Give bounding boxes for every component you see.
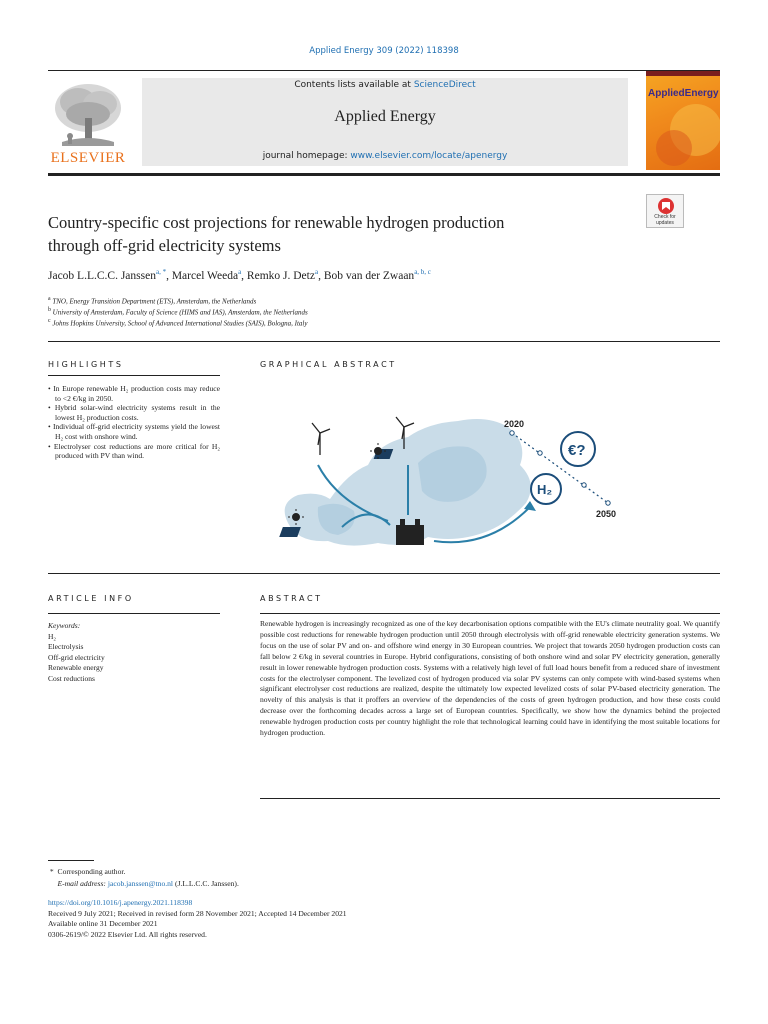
contents-prefix: Contents lists available at bbox=[294, 80, 414, 90]
author-superscript[interactable]: a, b, c bbox=[414, 268, 431, 276]
email-link[interactable]: jacob.janssen@tno.nl bbox=[107, 879, 174, 888]
keyword-item: Cost reductions bbox=[48, 673, 95, 683]
keywords-label: Keywords: bbox=[48, 621, 81, 630]
email-suffix: (J.L.L.C.C. Janssen). bbox=[173, 879, 239, 888]
corresponding-text: Corresponding author. bbox=[57, 867, 126, 876]
doi-link[interactable]: https://doi.org/10.1016/j.apenergy.2021.118398 bbox=[48, 898, 193, 907]
homepage-prefix: journal homepage: bbox=[262, 151, 351, 161]
author-name[interactable]: Remko J. Detz bbox=[246, 269, 315, 282]
author-superscript[interactable]: a bbox=[314, 268, 319, 276]
email-label: E-mail address: bbox=[57, 879, 108, 888]
affiliation-b bbox=[48, 307, 308, 316]
header-rule bbox=[48, 173, 720, 176]
highlight-item: • Individual off-grid electricity systems yield the lowest H₂ cost with onshore wind. bbox=[48, 422, 220, 441]
sciencedirect-link[interactable]: ScienceDirect bbox=[413, 80, 476, 90]
keyword-item: H₂ bbox=[48, 631, 57, 641]
affiliation-mark: c bbox=[48, 318, 51, 324]
article-info-rule bbox=[48, 613, 220, 614]
section-rule bbox=[48, 341, 720, 342]
journal-cover-image bbox=[646, 70, 720, 170]
highlight-item: • Electrolyser cost reductions are more critical for H₂ produced with PV than wind. bbox=[48, 442, 220, 461]
journal-title: Applied Energy bbox=[334, 108, 436, 125]
footnote-rule bbox=[48, 860, 94, 861]
author-name[interactable]: Marcel Weeda bbox=[171, 269, 239, 282]
author-name[interactable]: Bob van der Zwaan bbox=[323, 269, 415, 282]
author-superscript[interactable]: a bbox=[238, 268, 242, 276]
footnotes bbox=[48, 866, 239, 890]
header-top-rule bbox=[48, 70, 720, 71]
highlights-heading: HIGHLIGHTS bbox=[48, 360, 124, 369]
affiliation-text: TNO, Energy Transition Department (ETS), Amsterdam, the Netherlands bbox=[52, 297, 257, 306]
graphical-abstract-heading: GRAPHICAL ABSTRACT bbox=[260, 360, 397, 369]
abstract-text: Renewable hydrogen is increasingly recognized as one of the key decarbonisation options compatible with the EU's climate neutrality goal. We quantify possible cost reductions for renewable hydrogen production until 2050 through electrolysis with off-grid renewable electricity generation systems. We focus on the use of solar PV and on- and offshore wind energy in 30 European countries. We project that towards 2050 hydrogen production costs can fall below 2 €/kg in several countries in Europe. Hybrid configurations, consisting of both onshore wind and solar PV electricity generation, generally result in lower renewable hydrogen production costs. Systems with a relatively high level of full load hours benefit from a reduced share of investment costs for the electrolyser component. The levelized cost of hydrogen produced via solar PV systems can only compete with wind-based systems when significant electrolyser cost reductions are realized, despite the ultimately low expected levelized costs of solar PV-based electricity generation. The novelty of this analysis is that it proffers an overview of the dependencies of the costs of green hydrogen production, and how these costs could decrease over the forthcoming decades across a large set of European countries. Specifically, we show how the dynamics behind the projected renewable hydrogen production costs per country highlight the role that technological learning could have in identifying the most suitable locations for hydrogen production. bbox=[260, 619, 720, 738]
available-online: Available online 31 December 2021 bbox=[48, 919, 158, 929]
affiliation-text: Johns Hopkins University, School of Advanced International Studies (SAIS), Bologna, Italy bbox=[52, 319, 308, 328]
author-name[interactable]: Jacob L.L.C.C. Janssen bbox=[48, 269, 156, 282]
label-2050: 2050 bbox=[596, 509, 617, 519]
article-title-line-1: Country-specific cost projections for renewable hydrogen production bbox=[48, 213, 505, 232]
keywords-block bbox=[48, 621, 105, 685]
cover-title: AppliedEnergy bbox=[648, 88, 719, 99]
section-rule bbox=[48, 573, 720, 574]
label-2020: 2020 bbox=[504, 419, 525, 429]
abstract-heading: ABSTRACT bbox=[260, 594, 323, 603]
affiliation-text: University of Amsterdam, Faculty of Science (HIMS and IAS), Amsterdam, the Netherlands bbox=[52, 308, 308, 317]
corresponding-author-note bbox=[48, 866, 239, 878]
article-title bbox=[48, 211, 618, 257]
article-info-heading: ARTICLE INFO bbox=[48, 594, 134, 603]
journal-reference[interactable]: Applied Energy 309 (2022) 118398 bbox=[309, 46, 459, 56]
graphical-abstract-figure bbox=[258, 403, 624, 553]
highlight-item: • Hybrid solar-wind electricity systems result in the lowest H₂ production costs. bbox=[48, 403, 220, 422]
solar-panel-icon bbox=[279, 527, 301, 537]
abstract-bottom-rule bbox=[260, 798, 720, 799]
email-note bbox=[48, 878, 239, 890]
wind-turbine-icon bbox=[312, 423, 330, 455]
euro-question-label: €? bbox=[568, 442, 586, 459]
homepage-link[interactable]: www.elsevier.com/locate/apenergy bbox=[350, 151, 508, 161]
copyright: 0306-2619/© 2022 Elsevier Ltd. All rights reserved. bbox=[48, 929, 207, 939]
publisher-name: ELSEVIER bbox=[50, 150, 126, 166]
author-list: Jacob L.L.C.C. Janssen$^{a, *}$, Marcel Weeda$^a$, Remko J. Detz$^a$, Bob van der Zwaan$^{a, b, c}$ bbox=[48, 268, 431, 282]
contents-line bbox=[142, 80, 628, 90]
highlights-list bbox=[48, 384, 220, 461]
publication-info bbox=[48, 898, 347, 940]
affiliation-mark: a bbox=[48, 296, 51, 302]
highlights-rule bbox=[48, 375, 220, 376]
check-for-updates-label: Check for updates bbox=[654, 214, 676, 226]
homepage-line bbox=[142, 151, 628, 161]
affiliation-mark: b bbox=[48, 307, 51, 313]
abstract-rule bbox=[260, 613, 720, 614]
keyword-item: Off-grid electricity bbox=[48, 652, 105, 662]
article-title-line-2: through off-grid electricity systems bbox=[48, 236, 281, 255]
keyword-item: Electrolysis bbox=[48, 642, 84, 652]
keyword-item: Renewable energy bbox=[48, 663, 104, 673]
received-dates: Received 9 July 2021; Received in revised form 28 November 2021; Accepted 14 December 2021 bbox=[48, 908, 347, 918]
h2-label: H₂ bbox=[537, 482, 553, 497]
author-superscript[interactable]: a, * bbox=[155, 268, 167, 276]
affiliation-c bbox=[48, 318, 307, 327]
affiliation-a bbox=[48, 296, 256, 305]
highlight-item: • In Europe renewable H₂ production costs may reduce to <2 €/kg in 2050. bbox=[48, 384, 220, 403]
footnote-mark: * bbox=[49, 867, 54, 876]
